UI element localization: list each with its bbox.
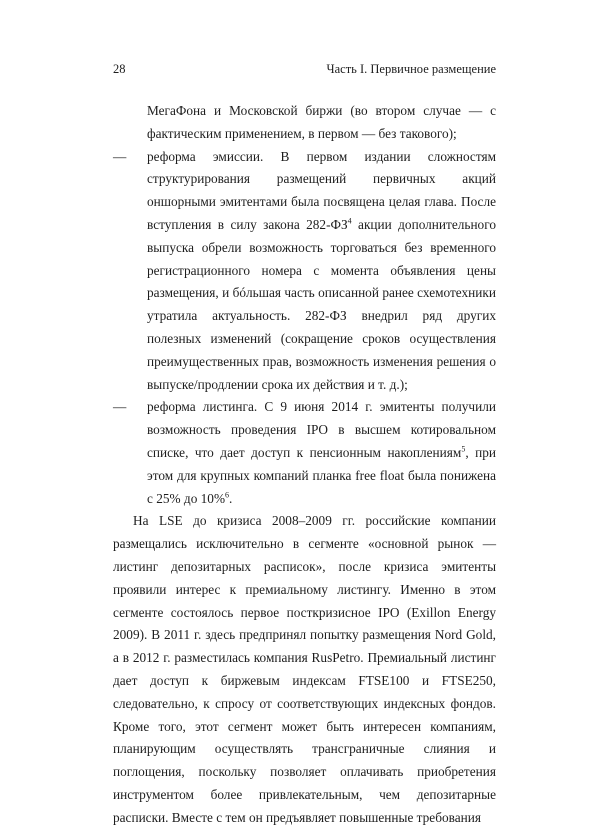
- list-dash: —: [113, 148, 127, 164]
- list-dash: —: [113, 399, 127, 415]
- item-text: акции дополнительного выпуска обрели возможность торговаться без временного регистрационного номера с момента объявления цены размещения, и бóльшая часть описанной ранее схемотехники утратила актуальность. 282-ФЗ внедрил ряд других полезных изменений (сокращение сроков осуществления преимущественных прав, возможность изменения решения о выпуске/продлении срока их действия и т. д.);: [147, 216, 496, 392]
- page-number: 28: [113, 62, 126, 76]
- item-text: реформа эмиссии. В первом издании сложностям структурирования размещений первичных акций оншорными эмитентами была посвящена целая глава. После вступления в силу закона 282-ФЗ: [147, 148, 496, 232]
- footnote-ref-6[interactable]: 6: [225, 490, 230, 500]
- list-continuation: МегаФона и Московской биржи (во втором случае — с фактическим применением, в первом — без такового);: [147, 103, 496, 141]
- body-paragraph: На LSE до кризиса 2008–2009 гг. российские компании размещались исключительно в сегменте «основной рынок — листинг депозитарных расписок», после кризиса эмитенты проявили интерес к премиальному листингу. Именно в этом сегменте состоялось первое посткризисное IPO (Exillon Energy 2009). В 2011 г. здесь предпринял попытку размещения Nord Gold, а в 2012 г. разместилась компания RusPetro. Премиальный листинг дает доступ к биржевым индексам FTSE100 и FTSE250, следовательно, к спросу от соответствующих индексных фондов. Кроме того, этот сегмент может быть интересен компаниям, планирующим осуществлять трансграничные слияния и поглощения, поскольку позволяет оплачивать приобретения инструментом более привлекательным, чем депозитарные расписки. Вместе с тем он предъявляет повышенные требования: [113, 513, 496, 825]
- running-head: Часть I. Первичное размещение: [326, 62, 496, 76]
- footnote-ref-5[interactable]: 5: [461, 444, 466, 454]
- list-item-listing-reform: [113, 396, 496, 510]
- item-text: .: [229, 490, 233, 506]
- item-text: , при этом для крупных компаний планка free float была понижена с 25% до 10%: [147, 444, 496, 506]
- footnote-ref-4[interactable]: 4: [347, 216, 352, 226]
- item-text: реформа листинга. С 9 июня 2014 г. эмитенты получили возможность проведения IPO в высшем котировальном списке, что дает доступ к пенсионным накоплениям: [147, 399, 496, 460]
- list-item-emission-reform: [113, 146, 496, 397]
- page-header: [113, 62, 496, 78]
- page-body: [113, 100, 496, 830]
